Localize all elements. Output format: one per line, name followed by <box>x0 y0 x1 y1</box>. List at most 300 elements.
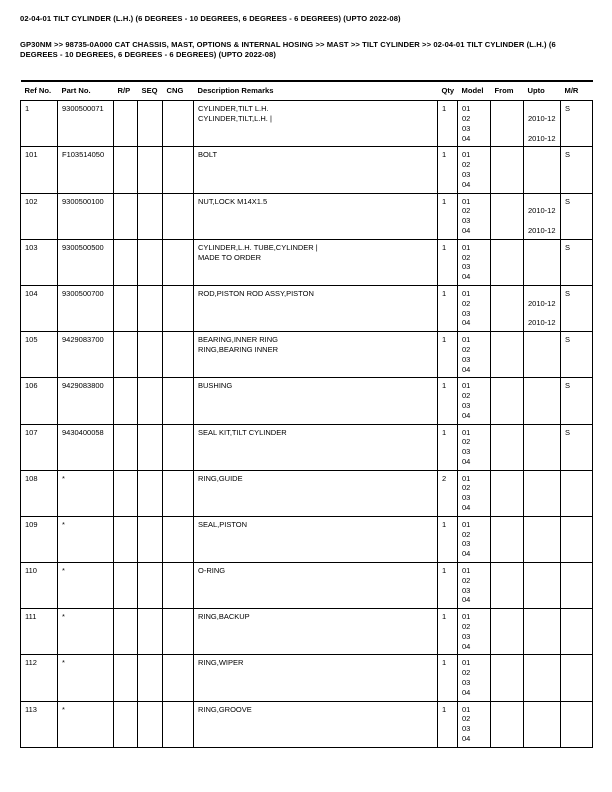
description-cell <box>194 378 438 424</box>
upto-date <box>528 530 558 540</box>
from-date <box>495 335 521 345</box>
model-code: 01 <box>462 104 471 114</box>
upto-date <box>528 401 558 411</box>
from-cell <box>491 193 524 239</box>
table-row <box>21 285 593 331</box>
ref-no-cell: 102 <box>21 193 58 239</box>
qty-cell: 1 <box>438 378 458 424</box>
ref-no-cell: 104 <box>21 285 58 331</box>
cng-cell <box>163 378 194 424</box>
upto-cell <box>524 701 561 747</box>
upto-date: 2010-12 <box>528 225 556 235</box>
column-header-upto: Upto <box>524 81 561 101</box>
upto-date <box>528 576 558 586</box>
part-no-cell: 9430400058 <box>58 424 114 470</box>
seq-cell <box>138 470 163 516</box>
rp-cell <box>114 516 138 562</box>
from-cell <box>491 239 524 285</box>
model-code: 04 <box>462 133 471 143</box>
upto-date <box>528 539 558 549</box>
model-code: 04 <box>462 687 471 697</box>
from-date <box>495 114 521 124</box>
model-cell <box>458 424 491 470</box>
table-row <box>21 332 593 378</box>
column-header-description-remarks: Description Remarks <box>194 81 438 101</box>
column-header-r-p: R/P <box>114 81 138 101</box>
mr-cell: S <box>561 147 593 193</box>
cng-cell <box>163 609 194 655</box>
from-date <box>495 586 521 596</box>
upto-date <box>528 243 558 253</box>
part-no-cell: * <box>58 701 114 747</box>
table-row <box>21 655 593 701</box>
upto-date <box>528 668 558 678</box>
model-code: 04 <box>462 225 471 235</box>
part-no-cell: 9300500700 <box>58 285 114 331</box>
cng-cell <box>163 147 194 193</box>
mr-cell <box>561 516 593 562</box>
mr-cell: S <box>561 378 593 424</box>
upto-date <box>528 566 558 576</box>
upto-date <box>528 345 558 355</box>
model-cell <box>458 101 491 147</box>
from-date <box>495 632 521 642</box>
upto-date <box>528 503 558 513</box>
table-row <box>21 239 593 285</box>
model-code: 02 <box>462 344 471 354</box>
upto-date <box>528 124 558 134</box>
model-code: 03 <box>462 262 471 272</box>
upto-date <box>528 457 558 467</box>
model-cell <box>458 147 491 193</box>
upto-date <box>528 714 558 724</box>
ref-no-cell: 112 <box>21 655 58 701</box>
rp-cell <box>114 470 138 516</box>
description-cell <box>194 332 438 378</box>
model-cell <box>458 378 491 424</box>
description-cell <box>194 563 438 609</box>
from-date <box>495 253 521 263</box>
from-date <box>495 355 521 365</box>
description-cell <box>194 609 438 655</box>
model-cell <box>458 609 491 655</box>
upto-date <box>528 411 558 421</box>
upto-cell <box>524 655 561 701</box>
mr-cell: S <box>561 101 593 147</box>
from-date <box>495 447 521 457</box>
upto-date <box>528 632 558 642</box>
qty-cell: 1 <box>438 332 458 378</box>
upto-cell <box>524 516 561 562</box>
column-header-ref-no: Ref No. <box>21 81 58 101</box>
model-code: 01 <box>462 704 471 714</box>
model-code: 04 <box>462 456 471 466</box>
description-line: NUT,LOCK M14X1.5 <box>198 196 268 206</box>
upto-cell <box>524 193 561 239</box>
from-date <box>495 206 521 216</box>
from-date <box>495 474 521 484</box>
from-cell <box>491 424 524 470</box>
upto-cell <box>524 563 561 609</box>
model-code: 02 <box>462 298 471 308</box>
model-code: 03 <box>462 354 471 364</box>
qty-cell: 1 <box>438 563 458 609</box>
upto-date <box>528 272 558 282</box>
model-cell <box>458 701 491 747</box>
description-line: RING,BACKUP <box>198 612 250 622</box>
qty-cell: 1 <box>438 239 458 285</box>
table-row <box>21 147 593 193</box>
upto-cell <box>524 285 561 331</box>
upto-date: 2010-12 <box>528 133 556 143</box>
seq-cell <box>138 332 163 378</box>
from-date <box>495 345 521 355</box>
model-code: 01 <box>462 335 471 345</box>
part-no-cell: 9300500500 <box>58 239 114 285</box>
from-date <box>495 734 521 744</box>
model-code: 01 <box>462 658 471 668</box>
description-cell <box>194 701 438 747</box>
model-code: 02 <box>462 529 471 539</box>
from-date <box>495 401 521 411</box>
model-cell <box>458 516 491 562</box>
upto-date <box>528 622 558 632</box>
model-code: 01 <box>462 242 471 252</box>
cng-cell <box>163 424 194 470</box>
from-cell <box>491 101 524 147</box>
model-code: 04 <box>462 179 471 189</box>
from-date <box>495 411 521 421</box>
rp-cell <box>114 563 138 609</box>
upto-date <box>528 262 558 272</box>
from-date <box>495 428 521 438</box>
from-date <box>495 243 521 253</box>
table-row <box>21 516 593 562</box>
upto-date <box>528 549 558 559</box>
model-code: 02 <box>462 437 471 447</box>
cng-cell <box>163 563 194 609</box>
qty-cell: 1 <box>438 147 458 193</box>
mr-cell <box>561 655 593 701</box>
upto-date <box>528 160 558 170</box>
upto-date <box>528 381 558 391</box>
upto-date <box>528 447 558 457</box>
from-date <box>495 289 521 299</box>
column-header-seq: SEQ <box>138 81 163 101</box>
seq-cell <box>138 239 163 285</box>
ref-no-cell: 101 <box>21 147 58 193</box>
from-date <box>495 622 521 632</box>
description-line: CYLINDER,TILT,L.H. | <box>198 113 272 123</box>
model-code: 04 <box>462 410 471 420</box>
upto-date <box>528 678 558 688</box>
ref-no-cell: 111 <box>21 609 58 655</box>
model-code: 02 <box>462 668 471 678</box>
model-code: 04 <box>462 364 471 374</box>
from-date <box>495 309 521 319</box>
upto-date <box>528 309 558 319</box>
from-date <box>495 457 521 467</box>
model-code: 03 <box>462 447 471 457</box>
upto-cell <box>524 378 561 424</box>
part-no-cell: * <box>58 563 114 609</box>
model-code: 03 <box>462 216 471 226</box>
description-line: RING,BEARING INNER <box>198 344 279 354</box>
upto-date <box>528 658 558 668</box>
from-date <box>495 530 521 540</box>
seq-cell <box>138 285 163 331</box>
upto-date <box>528 180 558 190</box>
rp-cell <box>114 285 138 331</box>
rp-cell <box>114 655 138 701</box>
from-date <box>495 381 521 391</box>
model-code: 01 <box>462 566 471 576</box>
part-no-cell: 9300500100 <box>58 193 114 239</box>
from-date <box>495 318 521 328</box>
qty-cell: 1 <box>438 424 458 470</box>
upto-date <box>528 586 558 596</box>
upto-date <box>528 734 558 744</box>
model-code: 01 <box>462 427 471 437</box>
model-cell <box>458 470 491 516</box>
model-code: 03 <box>462 724 471 734</box>
model-code: 01 <box>462 381 471 391</box>
qty-cell: 1 <box>438 516 458 562</box>
upto-date: 2010-12 <box>528 298 556 308</box>
part-no-cell: * <box>58 516 114 562</box>
mr-cell: S <box>561 239 593 285</box>
upto-date <box>528 474 558 484</box>
ref-no-cell: 1 <box>21 101 58 147</box>
model-code: 04 <box>462 595 471 605</box>
from-date <box>495 150 521 160</box>
rp-cell <box>114 101 138 147</box>
description-line: O-RING <box>198 566 226 576</box>
part-no-cell: * <box>58 609 114 655</box>
upto-cell <box>524 332 561 378</box>
model-code: 03 <box>462 123 471 133</box>
description-line: ROD,PISTON ROD ASSY,PISTON <box>198 288 314 298</box>
upto-date: 2010-12 <box>528 206 556 216</box>
table-row <box>21 701 593 747</box>
rp-cell <box>114 609 138 655</box>
qty-cell: 2 <box>438 470 458 516</box>
description-line: SEAL KIT,TILT CYLINDER <box>198 427 287 437</box>
description-cell <box>194 285 438 331</box>
from-date <box>495 705 521 715</box>
model-cell <box>458 193 491 239</box>
table-row <box>21 101 593 147</box>
mr-cell <box>561 701 593 747</box>
model-code: 02 <box>462 206 471 216</box>
model-code: 01 <box>462 519 471 529</box>
description-cell <box>194 239 438 285</box>
from-date <box>495 714 521 724</box>
rp-cell <box>114 193 138 239</box>
from-date <box>495 170 521 180</box>
model-code: 01 <box>462 473 471 483</box>
column-header-model: Model <box>458 81 491 101</box>
table-row <box>21 378 593 424</box>
upto-cell <box>524 470 561 516</box>
model-code: 02 <box>462 391 471 401</box>
from-date <box>495 299 521 309</box>
description-line: RING,GUIDE <box>198 473 243 483</box>
model-code: 01 <box>462 196 471 206</box>
mr-cell: S <box>561 285 593 331</box>
from-date <box>495 539 521 549</box>
upto-cell <box>524 609 561 655</box>
model-code: 02 <box>462 483 471 493</box>
description-line: BEARING,INNER RING <box>198 335 279 345</box>
description-line: RING,GROOVE <box>198 704 252 714</box>
cng-cell <box>163 701 194 747</box>
rp-cell <box>114 378 138 424</box>
breadcrumb: GP30NM >> 98735-0A000 CAT CHASSIS, MAST, OPTIONS & INTERNAL HOSING >> MAST >> TILT CYLINDER >> 02-04-01 TILT CYLINDER (L.H.) (6 DEGREES - 10 DEGREES, 6 DEGREES - 6 DEGREES) (UPTO 2022-08) <box>20 40 556 59</box>
seq-cell <box>138 147 163 193</box>
upto-date <box>528 253 558 263</box>
cng-cell <box>163 239 194 285</box>
model-code: 02 <box>462 575 471 585</box>
model-code: 01 <box>462 288 471 298</box>
upto-cell <box>524 147 561 193</box>
upto-date <box>528 705 558 715</box>
from-date <box>495 595 521 605</box>
model-code: 01 <box>462 150 471 160</box>
seq-cell <box>138 101 163 147</box>
table-row <box>21 563 593 609</box>
from-date <box>495 549 521 559</box>
from-date <box>495 493 521 503</box>
cng-cell <box>163 193 194 239</box>
upto-date <box>528 642 558 652</box>
ref-no-cell: 105 <box>21 332 58 378</box>
ref-no-cell: 108 <box>21 470 58 516</box>
from-date <box>495 437 521 447</box>
rp-cell <box>114 239 138 285</box>
description-line: CYLINDER,L.H. TUBE,CYLINDER | <box>198 242 318 252</box>
mr-cell: S <box>561 332 593 378</box>
mr-cell <box>561 470 593 516</box>
cng-cell <box>163 655 194 701</box>
part-no-cell: * <box>58 655 114 701</box>
table-row <box>21 424 593 470</box>
upto-date <box>528 289 558 299</box>
mr-cell <box>561 609 593 655</box>
upto-date <box>528 428 558 438</box>
part-no-cell: 9300500071 <box>58 101 114 147</box>
model-code: 04 <box>462 503 471 513</box>
mr-cell <box>561 563 593 609</box>
ref-no-cell: 113 <box>21 701 58 747</box>
from-cell <box>491 609 524 655</box>
upto-cell <box>524 101 561 147</box>
from-date <box>495 724 521 734</box>
from-date <box>495 642 521 652</box>
seq-cell <box>138 655 163 701</box>
upto-date <box>528 197 558 207</box>
upto-date <box>528 520 558 530</box>
from-date <box>495 104 521 114</box>
model-code: 02 <box>462 252 471 262</box>
upto-date: 2010-12 <box>528 318 556 328</box>
qty-cell: 1 <box>438 101 458 147</box>
upto-date <box>528 688 558 698</box>
upto-date <box>528 104 558 114</box>
from-date <box>495 576 521 586</box>
from-cell <box>491 332 524 378</box>
from-cell <box>491 516 524 562</box>
description-cell <box>194 101 438 147</box>
mr-cell: S <box>561 424 593 470</box>
from-date <box>495 197 521 207</box>
from-date <box>495 612 521 622</box>
seq-cell <box>138 378 163 424</box>
model-code: 04 <box>462 641 471 651</box>
part-no-cell: 9429083800 <box>58 378 114 424</box>
column-header-m-r: M/R <box>561 81 593 101</box>
upto-date <box>528 437 558 447</box>
from-date <box>495 566 521 576</box>
cng-cell <box>163 332 194 378</box>
upto-date <box>528 595 558 605</box>
seq-cell <box>138 424 163 470</box>
seq-cell <box>138 516 163 562</box>
from-date <box>495 124 521 134</box>
description-line: BUSHING <box>198 381 233 391</box>
upto-date <box>528 391 558 401</box>
seq-cell <box>138 701 163 747</box>
from-date <box>495 226 521 236</box>
description-line: MADE TO ORDER <box>198 252 262 262</box>
model-code: 02 <box>462 160 471 170</box>
upto-date <box>528 355 558 365</box>
from-date <box>495 391 521 401</box>
model-code: 03 <box>462 169 471 179</box>
qty-cell: 1 <box>438 609 458 655</box>
upto-date <box>528 365 558 375</box>
model-code: 03 <box>462 678 471 688</box>
column-header-part-no: Part No. <box>58 81 114 101</box>
model-code: 03 <box>462 585 471 595</box>
model-code: 04 <box>462 272 471 282</box>
description-cell <box>194 470 438 516</box>
ref-no-cell: 109 <box>21 516 58 562</box>
model-code: 04 <box>462 318 471 328</box>
table-row <box>21 193 593 239</box>
cng-cell <box>163 101 194 147</box>
cng-cell <box>163 516 194 562</box>
model-code: 03 <box>462 493 471 503</box>
model-code: 03 <box>462 308 471 318</box>
seq-cell <box>138 563 163 609</box>
header-row <box>21 81 593 101</box>
model-code: 03 <box>462 400 471 410</box>
rp-cell <box>114 147 138 193</box>
upto-cell <box>524 424 561 470</box>
upto-date <box>528 724 558 734</box>
description-cell <box>194 193 438 239</box>
parts-table <box>20 80 593 748</box>
model-code: 03 <box>462 631 471 641</box>
from-date <box>495 503 521 513</box>
cng-cell <box>163 470 194 516</box>
from-date <box>495 688 521 698</box>
upto-date <box>528 483 558 493</box>
from-cell <box>491 285 524 331</box>
cng-cell <box>163 285 194 331</box>
from-date <box>495 483 521 493</box>
